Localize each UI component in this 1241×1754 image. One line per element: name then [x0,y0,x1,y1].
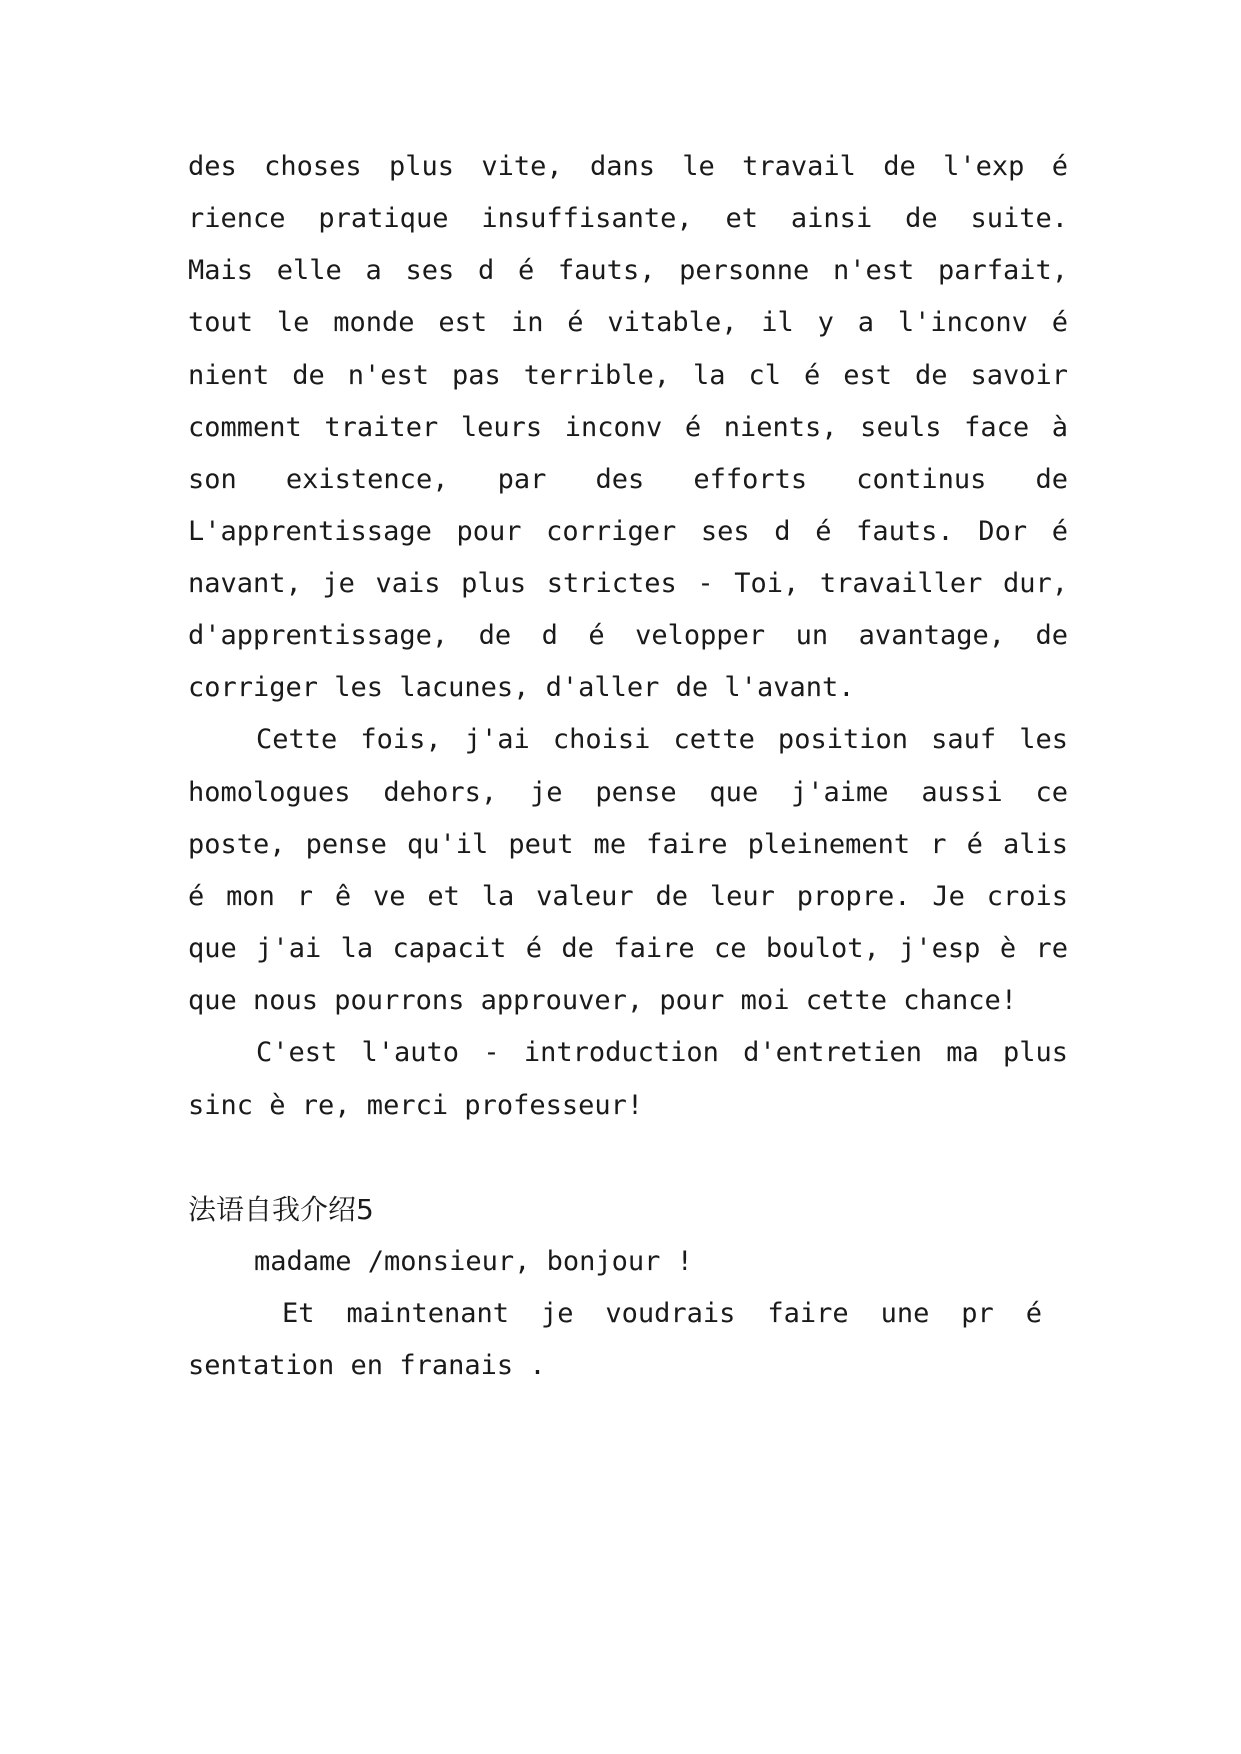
paragraph-1-line-4: tout le monde est in é vitable, il y a l'inconv é [188,307,1068,338]
paragraph-1-line-8: L'apprentissage pour corriger ses d é fauts. Dor é [188,516,1068,547]
paragraph-2-line-6: que nous pourrons approuver, pour moi cette chance! [188,985,1018,1016]
paragraph-1-line-5: nient de n'est pas terrible, la cl é est de savoir [188,360,1068,391]
paragraph-3-line-1: C'est l'auto - introduction d'entretien ma plus [256,1037,1068,1068]
paragraph-1-line-3: Mais elle a ses d é fauts, personne n'est parfait, [188,255,1068,286]
paragraph-1-line-2: rience pratique insuffisante, et ainsi de suite. [188,203,1068,234]
greeting-line: madame /monsieur, bonjour ! [254,1246,693,1277]
paragraph-1-line-10: d'apprentissage, de d é velopper un avantage, de [188,620,1068,651]
paragraph-1-line-9: navant, je vais plus strictes - Toi, travailler dur, [188,568,1068,599]
section-heading: 法语自我介绍5 [188,1193,374,1226]
paragraph-1-line-11: corriger les lacunes, d'aller de l'avant. [188,672,855,703]
intro-line-2: sentation en franais . [188,1350,546,1381]
paragraph-1-line-6: comment traiter leurs inconv é nients, seuls face à [188,412,1068,443]
intro-line-1: Et maintenant je voudrais faire une pr é [282,1298,1042,1329]
paragraph-2-line-2: homologues dehors, je pense que j'aime aussi ce [188,777,1068,808]
paragraph-2-line-5: que j'ai la capacit é de faire ce boulot, j'esp è re [188,933,1068,964]
paragraph-2-line-4: é mon r ê ve et la valeur de leur propre. Je crois [188,881,1068,912]
paragraph-3-line-2: sinc è re, merci professeur! [188,1090,644,1121]
paragraph-1-line-1: des choses plus vite, dans le travail de l'exp é [188,151,1068,182]
paragraph-1-line-7: son existence, par des efforts continus de [188,464,1068,495]
paragraph-2-line-1: Cette fois, j'ai choisi cette position sauf les [256,724,1068,755]
paragraph-2-line-3: poste, pense qu'il peut me faire pleinement r é alis [188,829,1068,860]
